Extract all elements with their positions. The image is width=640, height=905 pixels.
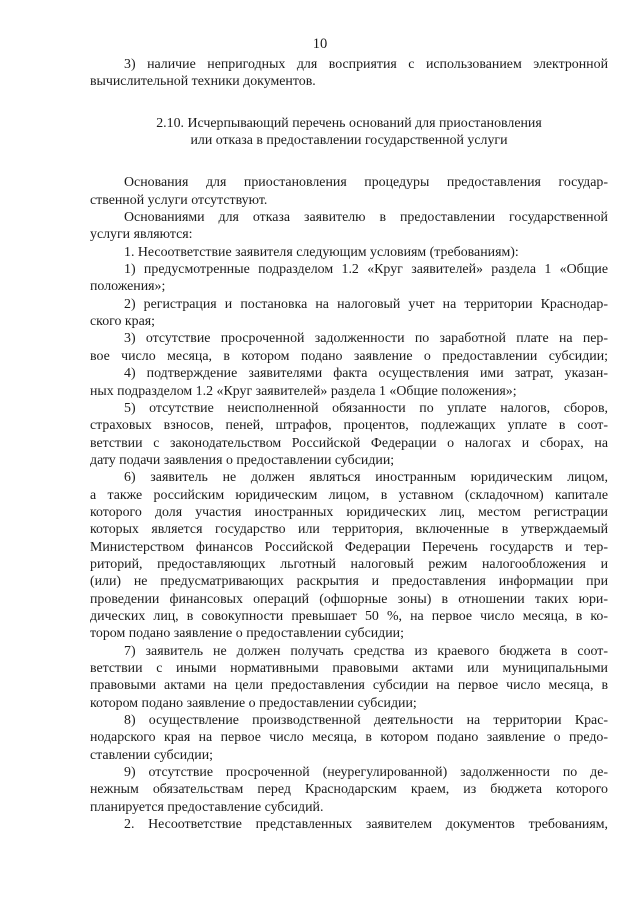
paragraph-gap	[90, 149, 608, 174]
text-line: риторий, предоставляющих льготный налоговый режим налогообложения и	[90, 556, 608, 572]
text-line: ставлении субсидии;	[90, 747, 214, 763]
text-line: 8) осуществление производственной деятельности на территории Крас-	[124, 713, 608, 729]
text-line: правовыми актами на цели предоставления субсидии на первое число месяца, в	[90, 678, 608, 694]
text-line: Основаниями для отказа заявителю в предоставлении государственной	[124, 210, 608, 226]
text-line: 3) наличие непригодных для восприятия с использованием электронной	[124, 57, 608, 72]
text-line: 9) отсутствие просроченной (неурегулированной) задолженности по де-	[124, 765, 608, 781]
text-line: ственной услуги отсутствуют.	[90, 192, 268, 208]
text-line: ветствии с законодательством Российской Федерации о налогах и сборах, на	[90, 435, 608, 451]
text-line: нежным обязательствам перед Краснодарским краем, из бюджета которого	[90, 782, 608, 798]
text-line: которого доля участия иностранных юридических лиц, местом регистрации	[90, 504, 608, 520]
text-line: Основания для приостановления процедуры предоставления государ-	[124, 175, 608, 191]
text-line: услуги являются:	[90, 227, 193, 243]
text-line: нодарского края на первое число месяца, в котором подано заявление о предо-	[90, 730, 608, 746]
text-line: 5) отсутствие неисполненной обязанности по уплате налогов, сборов,	[124, 400, 608, 416]
text-line: страховых взносов, пеней, штрафов, процентов, подлежащих уплате в соот-	[90, 418, 608, 434]
text-line: дату подачи заявления о предоставлении субсидии;	[90, 452, 395, 468]
text-line: 3) отсутствие просроченной задолженности по заработной плате на пер-	[124, 331, 608, 347]
text-line: положения»;	[90, 279, 166, 295]
text-line: Министерством финансов Российской Федерации Перечень государств и тер-	[90, 539, 608, 555]
text-line: 2) регистрация и постановка на налоговый учет на территории Краснодар-	[124, 296, 608, 312]
text-line: 7) заявитель не должен получать средства из краевого бюджета в соот-	[124, 643, 608, 659]
text-line: котором подано заявление о предоставлении субсидии;	[90, 695, 417, 711]
text-line: (или) не предусматривающих раскрытия и предоставления информации при	[90, 574, 608, 590]
section-heading-line: 2.10. Исчерпывающий перечень оснований для приостановления	[156, 115, 542, 131]
section-heading-line: или отказа в предоставлении государственной услуги	[190, 133, 508, 149]
text-line: 2. Несоответствие представленных заявителем документов требованиям,	[124, 817, 608, 833]
text-line: а также российским юридическим лицом, в уставном (складочном) капитале	[90, 487, 608, 503]
paragraph-gap	[90, 91, 608, 115]
text-line: 1) предусмотренные подразделом 1.2 «Круг заявителей» раздела 1 «Общие	[124, 262, 608, 278]
text-line: вое число месяца, в котором подано заявление о предоставлении субсидии;	[90, 348, 608, 364]
page-number: 10	[312, 36, 328, 52]
document-body	[90, 56, 608, 833]
text-line: которых является государство или территория, включенные в утверждаемый	[90, 522, 608, 538]
text-line: ветствии с иными нормативными правовыми актами или муниципальными	[90, 661, 608, 676]
text-line: 4) подтверждение заявителями факта осуществления ими затрат, указан-	[124, 366, 608, 382]
text-line: вычислительной техники документов.	[90, 74, 316, 90]
text-line: планируется предоставление субсидий.	[90, 799, 324, 815]
text-line: дических лиц, в совокупности превышает 50 %, на первое число месяца, в ко-	[90, 608, 608, 624]
text-line: ных подразделом 1.2 «Круг заявителей» раздела 1 «Общие положения»;	[90, 383, 517, 399]
text-line: ского края;	[90, 314, 156, 330]
text-line: проведении финансовых операций (офшорные зоны) в отношении таких юри-	[90, 591, 608, 607]
text-line: 6) заявитель не должен являться иностранным юридическим лицом,	[124, 470, 608, 486]
text-line: 1. Несоответствие заявителя следующим условиям (требованиям):	[124, 244, 519, 260]
text-line: тором подано заявление о предоставлении субсидии;	[90, 626, 404, 642]
